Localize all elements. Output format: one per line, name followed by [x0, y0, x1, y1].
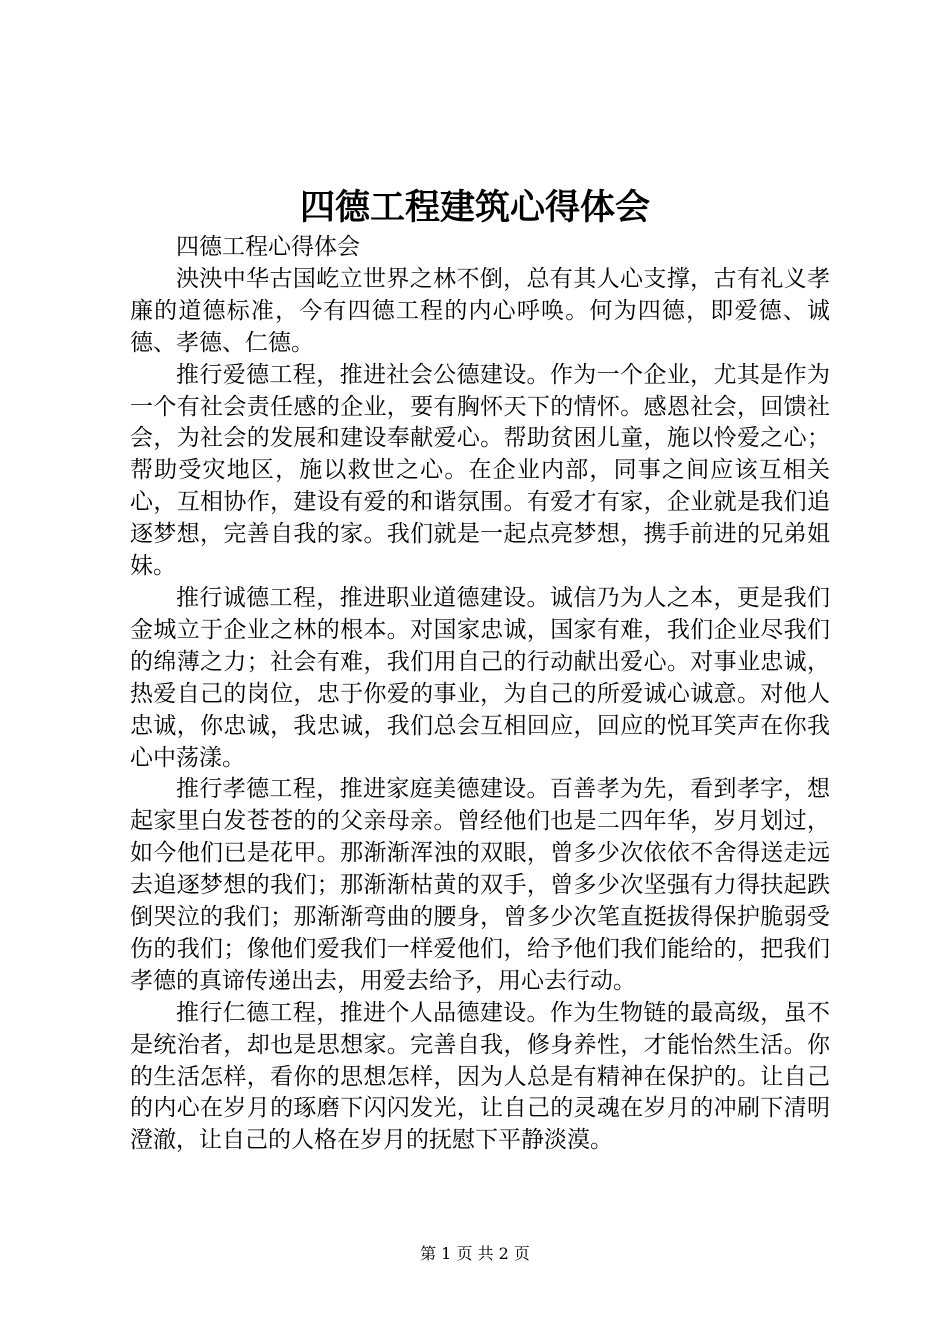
love-virtue-paragraph: 推行爱德工程，推进社会公德建设。作为一个企业，尤其是作为一个有社会责任感的企业，要有胸怀天下的情怀。感恩社会，回馈社会，为社会的发展和建设奉献爱心。帮助贫困儿童，施以怜爱之心；帮助受灾地区，施以救世之心。在企业内部，同事之间应该互相关心，互相协作，建设有爱的和谐氛围。有爱才有家，企业就是我们追逐梦想，完善自我的家。我们就是一起点亮梦想，携手前进的兄弟姐妹。	[130, 361, 830, 580]
honesty-virtue-paragraph: 推行诚德工程，推进职业道德建设。诚信乃为人之本，更是我们金城立于企业之林的根本。对国家忠诚，国家有难，我们企业尽我们的绵薄之力；社会有难，我们用自己的行动献出爱心。对事业忠诚，热爱自己的岗位，忠于你爱的事业，为自己的所爱诚心诚意。对他人忠诚，你忠诚，我忠诚，我们总会互相回应，回应的悦耳笑声在你我心中荡漾。	[130, 584, 830, 771]
benevolence-virtue-paragraph: 推行仁德工程，推进个人品德建设。作为生物链的最高级，虽不是统治者，却也是思想家。完善自我，修身养性，才能怡然生活。你的生活怎样，看你的思想怎样，因为人总是有精神在保护的。让自己的内心在岁月的琢磨下闪闪发光，让自己的灵魂在岁月的冲刷下清明澄澈，让自己的人格在岁月的抚慰下平静淡漠。	[130, 999, 830, 1154]
page-number-footer: 第 1 页 共 2 页	[420, 1244, 530, 1263]
document-title: 四德工程建筑心得体会	[299, 187, 650, 228]
filial-virtue-paragraph: 推行孝德工程，推进家庭美德建设。百善孝为先，看到孝字，想起家里白发苍苍的的父亲母亲。曾经他们也是二四年华，岁月划过，如今他们已是花甲。那渐渐浑浊的双眼，曾多少次依依不舍得送走远去追逐梦想的我们；那渐渐枯黄的双手，曾多少次坚强有力得扶起跌倒哭泣的我们；那渐渐弯曲的腰身，曾多少次笔直挺拔得保护脆弱受伤的我们；像他们爱我们一样爱他们，给予他们我们能给的，把我们孝德的真谛传递出去，用爱去给予，用心去行动。	[130, 776, 830, 994]
document-body	[130, 232, 830, 1157]
subtitle-paragraph: 四德工程心得体会	[176, 234, 360, 260]
intro-paragraph: 泱泱中华古国屹立世界之林不倒，总有其人心支撑，古有礼义孝廉的道德标准，今有四德工程的内心呼唤。何为四德，即爱德、诚德、孝德、仁德。	[130, 265, 830, 356]
